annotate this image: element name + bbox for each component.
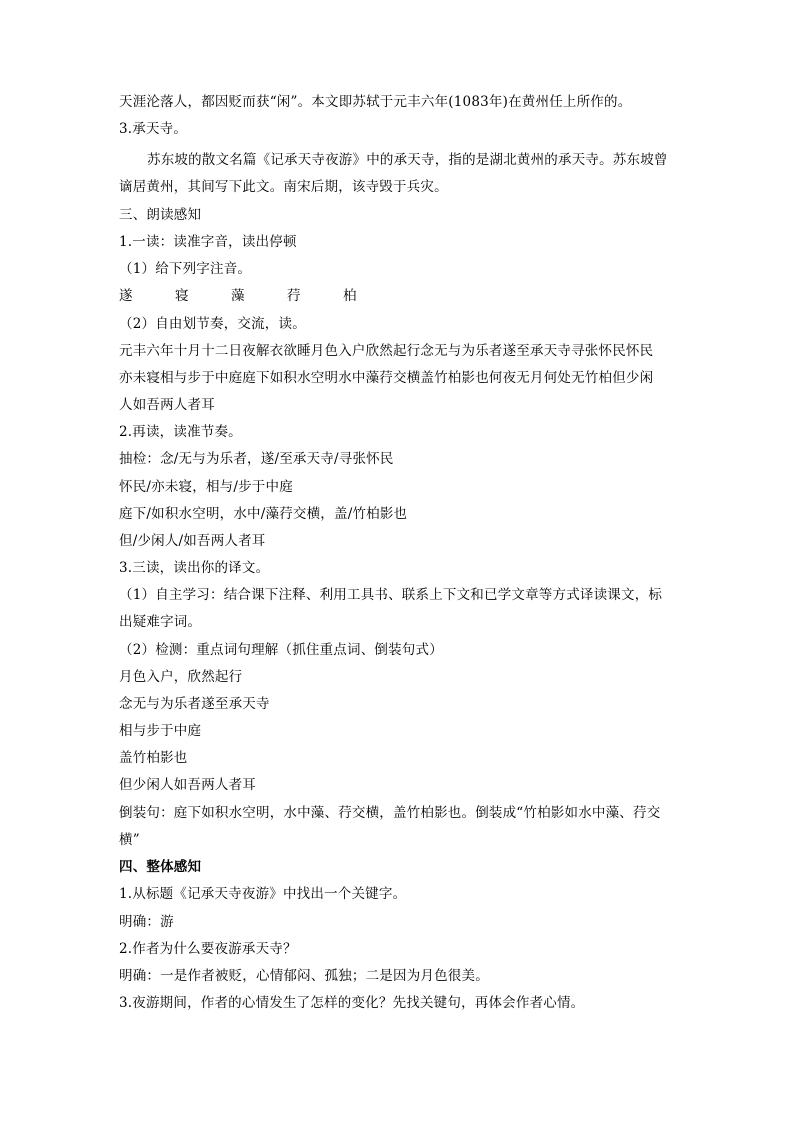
text-line: 人如吾两人者耳 [119,397,215,413]
phonetic-char: 荇 [287,288,301,304]
text-line: 抽检：念/无与为乐者，遂/至承天寺/寻张怀民 [119,451,394,467]
text-line: 3.夜游期间，作者的心情发生了怎样的变化？先找关键句，再体会作者心情。 [119,995,585,1011]
text-line: 2.再读，读准节奏。 [119,424,242,440]
text-line: 苏东坡的散文名篇《记承天寺夜游》中的承天寺，指的是湖北黄州的承天寺。苏东坡曾 [147,152,668,168]
text-line: 元丰六年十月十二日夜解衣欲睡月色入户欣然起行念无与为乐者遂至承天寺寻张怀民怀民 [119,343,654,359]
phonetic-char: 寝 [175,288,189,304]
text-line: （2）检测：重点词句理解（抓住重点词、倒装句式） [119,642,443,658]
text-line: 但少闲人如吾两人者耳 [119,777,256,793]
text-line: 出疑难字词。 [119,614,202,630]
text-line: 亦未寝相与步于中庭庭下如积水空明水中藻荇交横盖竹柏影也何夜无月何处无竹柏但少闲 [119,370,654,386]
text-line: 谪居黄州，其间写下此文。南宋后期，该寺毁于兵灾。 [119,179,448,195]
text-line: 2.作者为什么要夜游承天寺？ [119,941,297,957]
text-line: 明确：游 [119,914,174,930]
text-line: （1）自主学习：结合课下注释、利用工具书、联系上下文和已学文章等方式译读课文，标 [119,587,663,603]
phonetic-char: 遂 [119,288,133,304]
phonetic-char-row [119,286,679,306]
text-line: 相与步于中庭 [119,723,202,739]
text-line: 1.一读：读准字音，读出停顿 [119,234,297,250]
text-line: 但/少闲人/如吾两人者耳 [119,533,266,549]
text-line: 怀民/亦未寝，相与/步于中庭 [119,479,293,495]
text-line: 明确：一是作者被贬，心情郁闷、孤独；二是因为月色很美。 [119,968,489,984]
text-line: 1.从标题《记承天寺夜游》中找出一个关键字。 [119,886,407,902]
text-line: 横” [119,832,140,848]
text-line: 盖竹柏影也 [119,750,188,766]
phonetic-char: 藻 [231,288,245,304]
phonetic-char: 柏 [343,288,357,304]
text-line: 天涯沦落人，都因贬而获“闲”。本文即苏轼于元丰六年(1083年)在黄州任上所作的。 [119,94,632,110]
text-line: 月色入户，欣然起行 [119,669,243,685]
text-line: 3.承天寺。 [119,121,188,137]
section-heading: 三、朗读感知 [119,207,202,223]
text-line: （1）给下列字注音。 [119,261,252,277]
text-line: （2）自由划节奏，交流，读。 [119,316,306,332]
text-line: 念无与为乐者遂至承天寺 [119,696,270,712]
text-line: 庭下/如积水空明，水中/藻荇交横，盖/竹柏影也 [119,506,408,522]
section-heading: 四、整体感知 [119,859,202,875]
text-line: 3.三读，读出你的译文。 [119,560,270,576]
text-line: 倒装句：庭下如积水空明，水中藻、荇交横，盖竹柏影也。倒装成“竹柏影如水中藻、荇交 [119,805,661,821]
